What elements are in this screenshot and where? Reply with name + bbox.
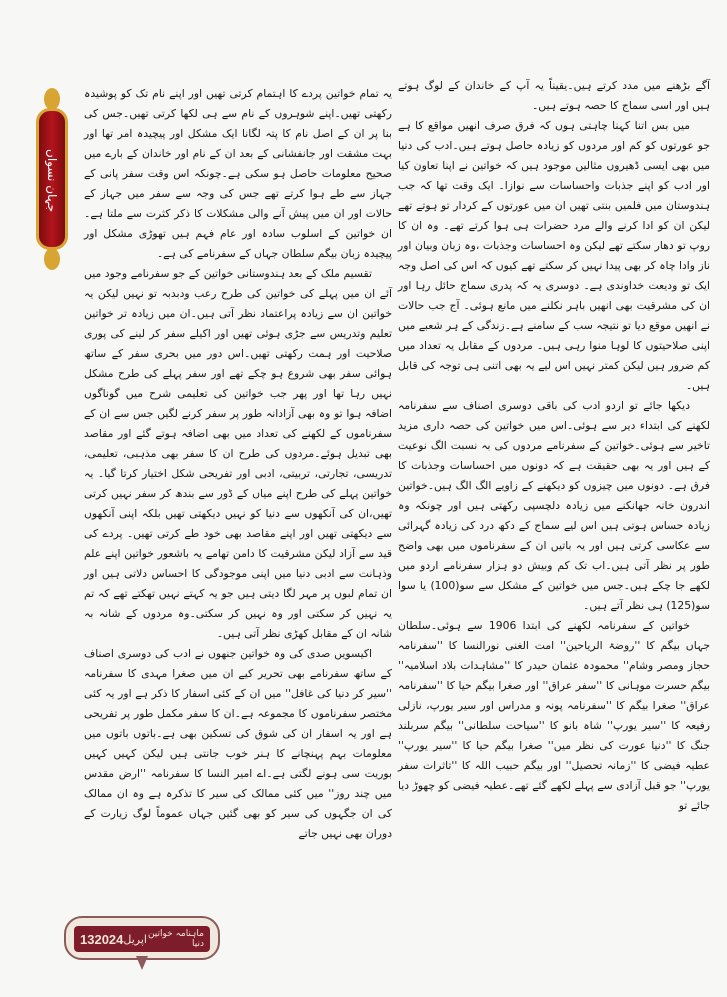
paragraph: آگے بڑھنے میں مدد کرتے ہیں۔یقیناً یہ آپ کے خاندان کے لوگ ہوتے ہیں اور اسی سماج کا حصہ ہوتے ہیں۔ — [398, 79, 710, 112]
banner-ornament — [136, 956, 148, 970]
paragraph: دیکھا جائے تو اردو ادب کی باقی دوسری اصناف سے سفرنامہ لکھنے کی ابتداء دیر سے ہوئی۔اس میں خواتین کی حصہ داری مزید تاخیر سے ہوئی۔خواتین کے سفرنامے مردوں کی بہ نسبت الگ نوعیت کے ہیں اور یہ بھی حقیقت ہے کہ دونوں میں احساسات وجذبات کا فرق ہے۔ دونوں میں چیزوں کو دیکھنے کے زاویے الگ الگ ہیں۔خواتین اندرون خانہ جھانکنے میں زیادہ دلچسپی رکھتی ہیں اور چونکہ وہ زیادہ حساس ہوتی ہیں اس لیے سماج کے دکھ درد کی زیادہ گہرائی سے عکاسی کرتی ہیں اور یہ باتیں ان کے سفرناموں میں بھی واضح طور پر نظر آتی ہیں۔اب تک کم وبیش دو ہزار سفرنامے اردو میں لکھے جا چکے ہیں۔جس میں خواتین کے مشکل سے سو(100) یا سوا سو(125) ہی نظر آتے ہیں۔ — [398, 399, 710, 612]
paragraph: تقسیم ملک کے بعد ہندوستانی خواتین کے جو سفرنامے وجود میں آئے ان میں پہلے کی خواتین کی طرح رعب ودبدبہ تو نہیں لیکن یہ خواتین ان سے زیادہ پراعتماد نظر آتی ہیں۔ان میں زیادہ تر خواتین تعلیم وتدریس سے جڑی ہوئی تھیں اور اکیلے سفر کر لینے کی پوری صلاحیت اور ہمت رکھتی تھیں۔اس دور میں بحری سفر کے ساتھ ہوائی سفر بھی شروع ہو چکے تھے اور سفر پہلے کی طرح مشکل نہیں رہا تھا اور پھر جب خواتین کی تعلیمی شرح میں گوناگوں اضافہ ہوا تو وہ بھی آزادانہ طور پر سفر کرنے لگیں جس سے ان کے سفرناموں کے لکھنے کی تعداد میں بھی اضافہ ہوتے گئے اور مقاصد بھی تبدیل ہوئے۔مردوں کی طرح ان کا سفر بھی مذہبی، تعلیمی، تدریسی، تجارتی، تربیتی، ادبی اور تفریحی شکل اختیار کرتا گیا۔ یہ خواتین پہلے کی طرح اپنے میاں کے ڈور سے بندھ کر سفر نہیں کرتی تھیں،ان کی آنکھوں سے دنیا کو نہیں دیکھتی تھیں بلکہ اپنی آنکھوں سے دیکھتی تھیں اور اپنے مقاصد بھی خود طے کرتی تھیں۔ پردے کی قید سے آزاد لیکن مشرقیت کا دامن تھامے یہ باشعور خواتین اپنے علم وذہانت سے ادبی دنیا میں اپنی موجودگی کا احساس دلاتی ہیں اور ان تمام لبوں پر مہر لگا دیتی ہیں جو یہ کہتے نہیں تھکتے تھے کہ تم یہ نہیں کر سکتی اور وہ نہیں کر سکتی۔وہ مردوں کے شانہ بہ شانہ ان کے مقابل کھڑی نظر آتی ہیں۔ — [84, 267, 392, 640]
page-number: 13 — [80, 931, 95, 947]
article-column-left — [84, 84, 392, 844]
paragraph: خواتین کے سفرنامہ لکھنے کی ابتدا 1906 سے ہوئی۔سلطان جہاں بیگم کا ''روضۃ الریاحین'' امت الغنی نورالنسا کا ''سفرنامہ حجاز ومصر وشام'' محمودہ عثمان حیدر کا ''مشاہدات بلاد اسلامیہ'' بیگم حسرت موہانی کا ''سفر عراق'' اور صغرا بیگم حیا کا ''سفرنامہ عراق'' صغرا بیگم کا ''سفرنامہ پونہ و مدراس اور سیر یورپ، نازلی رفیعہ کا ''سیر یورپ'' شاہ بانو کا ''سیاحت سلطانی'' بیگم سربلند جنگ کا ''دنیا عورت کی نظر میں'' صغرا بیگم حیا کا ''سیر یورپ'' عطیہ فیضی کا ''زمانہ تحصیل'' اور بیگم حبیب اللہ کا ''تاثرات سفر یورپ'' جو قبل آزادی سے پہلے لکھے گئے تھے۔عطیہ فیضی کو چھوڑ دیا جائے تو — [398, 619, 710, 812]
issue-year: 2024 — [94, 931, 124, 947]
paragraph: یہ تمام خواتین پردے کا اہتمام کرتی تھیں اور اپنے نام تک کو پوشیدہ رکھتی تھیں۔اپنے شوہروں کے نام سے ہی لکھا کرتی تھیں۔جس کی بنا پر ان کے اصل نام کا پتہ لگانا ایک مشکل اور پیچیدہ امر تھا اور بہت مشقت اور جانفشانی کے بعد ان کے نام اور خاندان کے بارے میں صحیح معلومات حاصل ہو سکی ہے۔چونکہ اس وقت سفر پانی کے جہاز سے طے ہوا کرتے تھے جس کی وجہ سے سفر میں جہاز کے حالات اور ان میں پیش آنے والی مشکلات کا ذکر کثرت سے ملتا ہے۔ان خواتین کے اسلوب سادہ اور عام فہم ہیں تھوڑی مشکل اور پیچیدہ زبان بیگم سلطان جہاں کے سفرنامے کی ہے۔ — [84, 87, 392, 260]
ornament-top — [44, 88, 60, 110]
section-title: جہان نسواں — [45, 149, 59, 213]
section-badge — [32, 86, 72, 272]
paragraph: میں بس اتنا کہنا چاہتی ہوں کہ فرق صرف انھیں مواقع کا ہے جو عورتوں کو کم اور مردوں کو زیادہ حاصل ہوتے ہیں۔ادب کی دنیا میں بھی ایسی ڈھیروں مثالیں موجود ہیں کہ خواتین نے اپنا تعاون کیا اور ادب کو اپنے جذبات واحساسات سے نوازا۔ ایک وقت تھا کہ جب ہندوستان میں فلمیں بنتی تھیں ان میں عورتوں کے کردار تو ہوتے تھے لیکن ان کو ادا کرنے والے مرد حضرات ہی ہوا کرتے تھے۔ وہ ان کا روپ تو دھار سکتے تھے لیکن وہ احساسات وجذبات ،وہ زبان وبیان اور ناز وادا چاہ کر بھی پیدا نہیں کر سکتے تھے کیوں کہ اس کی اصل وجہ ایک تو ودیعت خداوندی ہے۔ دوسری یہ کہ پدری سماج حائل رہا اور ان کی مشرقیت بھی انھیں باہر نکلنے میں مانع ہوئی۔ آج جب حالات نے انھیں موقع دیا تو نتیجہ سب کے سامنے ہے۔زندگی کے ہر شعبے میں اپنی صلاحیتوں کا لوہا منوا رہی ہیں۔ مردوں کے مقابل یہ تعداد میں کم ضرور ہیں لیکن کمتر نہیں اس لیے یہ بھی اتنی ہی توجہ کی قابل ہیں۔ — [398, 119, 710, 392]
issue-month: اپریل — [123, 932, 147, 946]
article-column-right — [398, 76, 710, 816]
banner-band — [74, 926, 210, 952]
ornament-bottom — [44, 248, 60, 270]
page-footer-banner — [58, 912, 226, 972]
paragraph: اکیسویں صدی کی وہ خواتین جنھوں نے ادب کی دوسری اصناف کے ساتھ سفرنامے بھی تحریر کیے ان میں صغرا مہدی کا سفرنامہ ''سیر کر دنیا کی غافل'' میں ان کے کئی اسفار کا ذکر ہے اور یہ کئی مختصر سفرناموں کا مجموعہ ہے۔ان کا سفر مکمل طور پر تفریحی ہے اور یہ اسفار ان کی شوق کی تسکین بھی ہے۔باتوں باتوں میں معلومات بہم پہنچانے کا ہنر خوب جانتی ہیں لیکن کہیں کہیں بوریت سی ہونے لگتی ہے۔اے امیر النسا کا سفرنامہ ''ارض مقدس میں چند روز'' میں کئی ممالک کی سیر کا تذکرہ ہے وہ ان ممالک کی ان جگہوں کی سیر کو بھی گئیں جہاں عموماً لوگ زیارت کے دوران بھی نہیں جاتے — [84, 647, 392, 840]
magazine-name: ماہنامہ خواتین دنیا — [147, 929, 204, 949]
